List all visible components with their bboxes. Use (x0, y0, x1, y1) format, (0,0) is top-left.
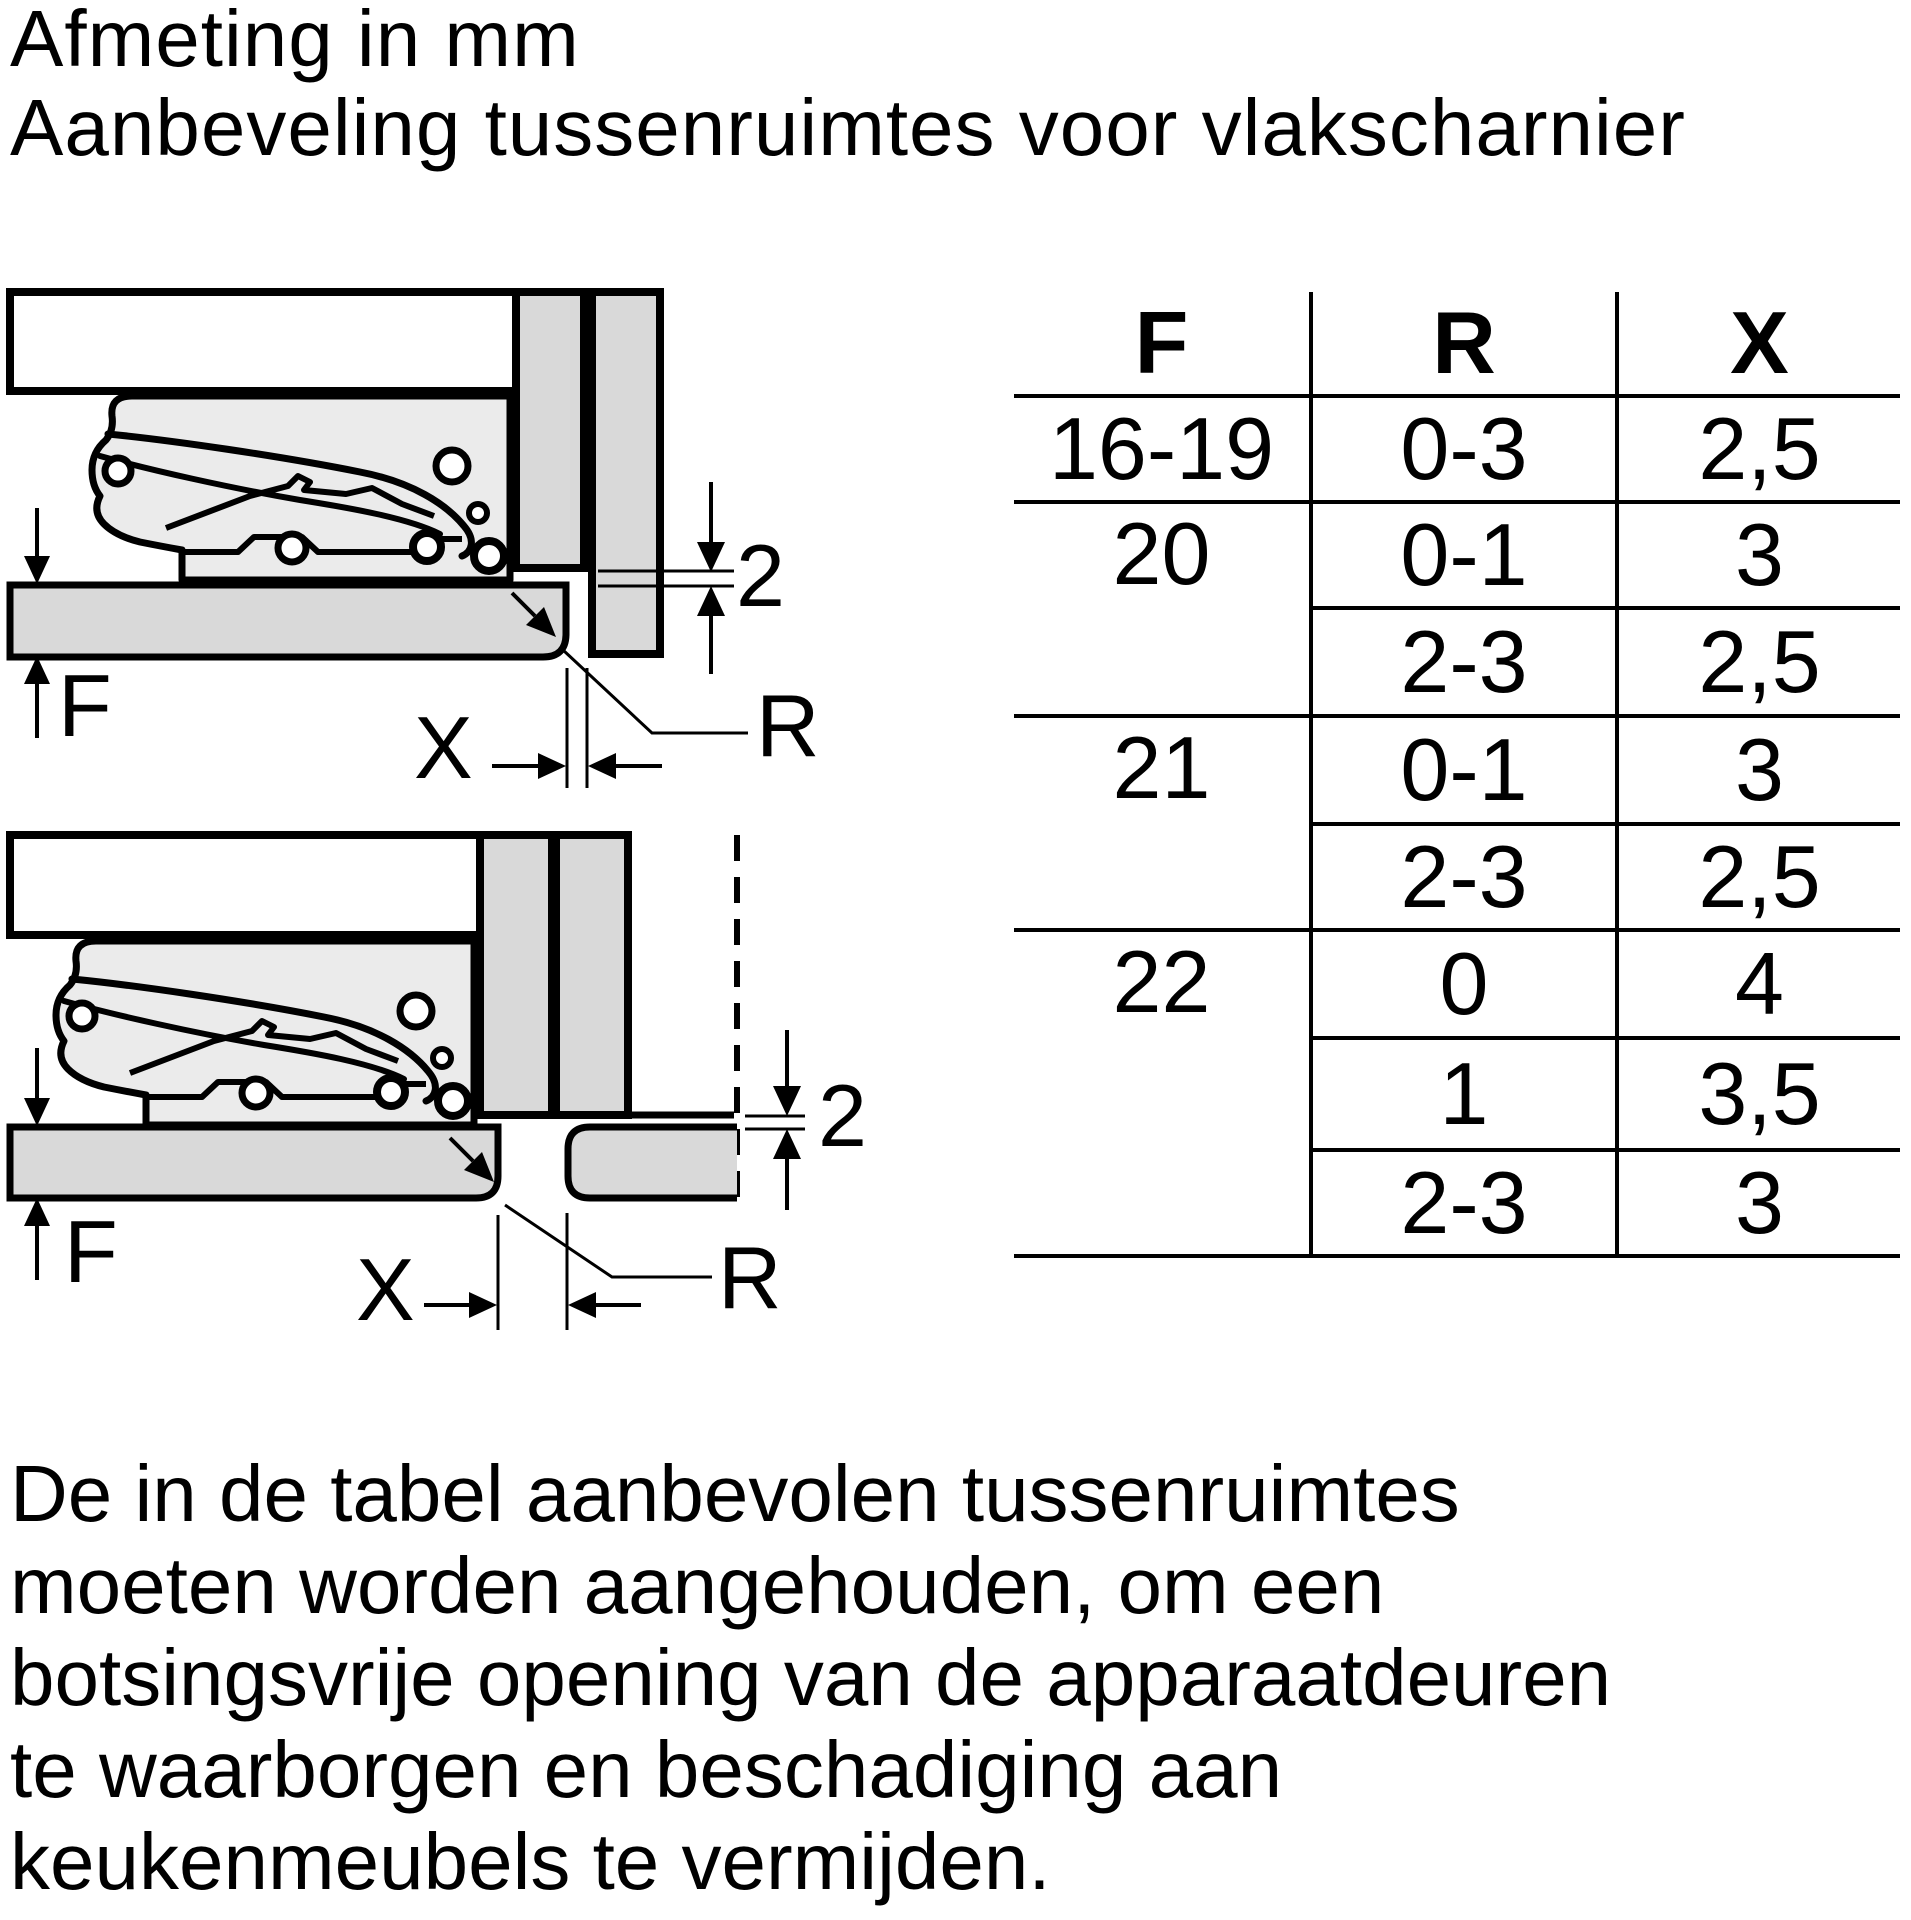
door-thickness-label: F (64, 1202, 118, 1301)
cell-x: 3 (1617, 1150, 1900, 1256)
note-line: botsingsvrije opening van de apparaatdeuren (10, 1633, 1612, 1722)
leader-line (563, 650, 748, 733)
cell-f: 21 (1014, 716, 1311, 930)
cell-r: 1 (1311, 1038, 1617, 1150)
diagram-bottom (10, 835, 867, 1339)
adjacent-door-panel (568, 1127, 737, 1198)
cell-f: 16-19 (1014, 396, 1311, 502)
table-row (1014, 930, 1900, 1038)
radius-label: R (718, 1228, 782, 1327)
note-line: keukenmeubels te vermijden. (10, 1817, 1051, 1906)
gap-x-label: X (414, 698, 473, 797)
arrow-left-icon (588, 753, 616, 779)
cell-r: 0-3 (1311, 396, 1617, 502)
cell-r: 0-1 (1311, 716, 1617, 824)
cell-r: 0-1 (1311, 502, 1617, 608)
furniture-front-panel (556, 835, 628, 1115)
note-paragraph (10, 1448, 1611, 1908)
note-line: te waarborgen en beschadiging aan (10, 1725, 1283, 1814)
leader-line (505, 1205, 712, 1277)
cell-r: 2-3 (1311, 1150, 1617, 1256)
appliance-door-panel (480, 835, 552, 1115)
table-row (1014, 502, 1900, 608)
radius-label: R (756, 676, 820, 775)
cell-f: 20 (1014, 502, 1311, 716)
column-header-r: R (1311, 292, 1617, 396)
arrow-right-icon (538, 753, 566, 779)
note-line: moeten worden aangehouden, om een (10, 1541, 1385, 1630)
column-header-x: X (1617, 292, 1900, 396)
arrow-down-icon (24, 556, 50, 584)
cell-r: 0 (1311, 930, 1617, 1038)
page-title (10, 0, 1686, 172)
cell-x: 4 (1617, 930, 1900, 1038)
arrow-up-icon (24, 1198, 50, 1226)
note-line: De in de tabel aanbevolen tussenruimtes (10, 1449, 1460, 1538)
cell-x: 3 (1617, 502, 1900, 608)
arrow-up-icon (773, 1129, 801, 1159)
arrow-down-icon (24, 1098, 50, 1126)
spacing-table (1014, 292, 1900, 1258)
table-row (1014, 716, 1900, 824)
arrow-left-icon (568, 1292, 596, 1318)
door-thickness-label: F (58, 656, 112, 755)
cell-x: 2,5 (1617, 824, 1900, 930)
cell-r: 2-3 (1311, 608, 1617, 716)
appliance-door-panel (516, 292, 584, 568)
arrow-down-icon (773, 1086, 801, 1116)
arrow-right-icon (469, 1292, 497, 1318)
cell-x: 3 (1617, 716, 1900, 824)
cell-x: 2,5 (1617, 608, 1900, 716)
cell-x: 2,5 (1617, 396, 1900, 502)
cell-r: 2-3 (1311, 824, 1617, 930)
cabinet-body-panel (10, 835, 480, 935)
title-line-1: Afmeting in mm (10, 0, 580, 83)
diagram-top (10, 292, 820, 797)
arrow-up-icon (697, 586, 725, 616)
cell-x: 3,5 (1617, 1038, 1900, 1150)
furniture-door-panel (10, 585, 566, 657)
gap-dimension-label: 2 (736, 526, 785, 625)
table-row (1014, 396, 1900, 502)
gap-dimension-label: 2 (818, 1066, 867, 1165)
arrow-down-icon (697, 542, 725, 572)
title-line-2: Aanbeveling tussenruimtes voor vlakscharnier (10, 83, 1686, 172)
cell-f: 22 (1014, 930, 1311, 1256)
gap-x-label: X (356, 1240, 415, 1339)
cabinet-body-panel (10, 292, 516, 391)
column-header-f: F (1014, 292, 1311, 396)
furniture-front-panel (592, 292, 660, 654)
furniture-door-panel (10, 1127, 498, 1198)
